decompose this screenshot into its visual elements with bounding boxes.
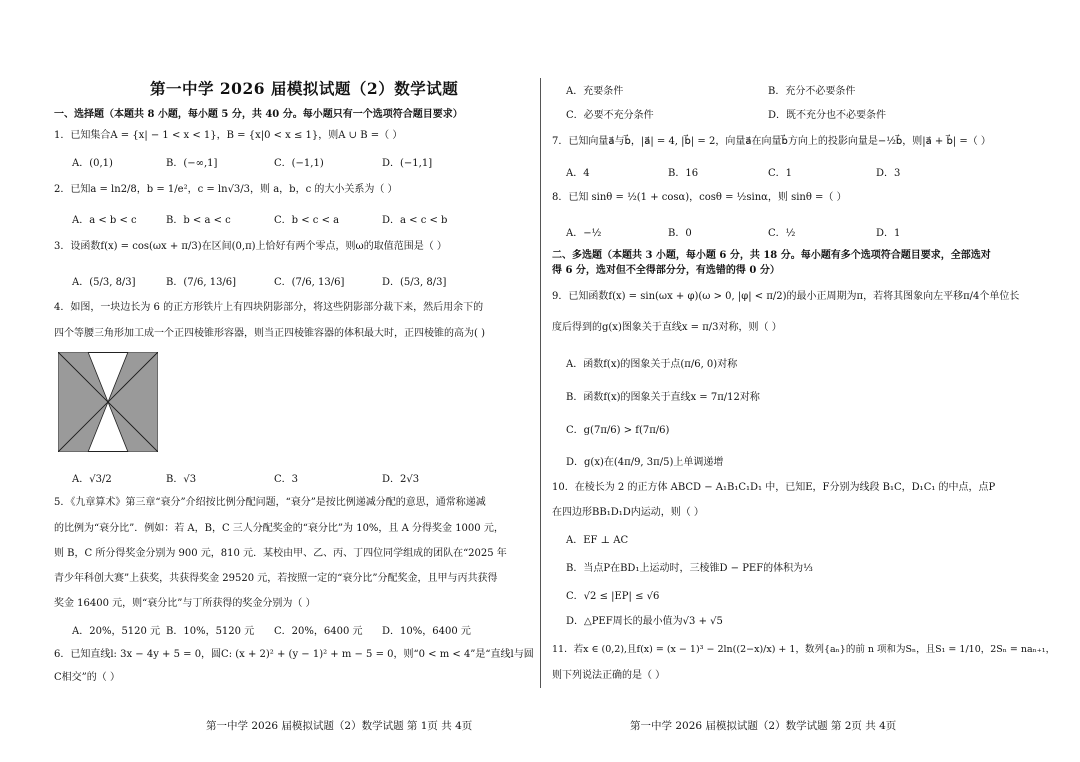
section-2-heading-line-1: 二、多选题（本题共 3 小题，每小题 6 分，共 18 分。每小题有多个选项符合题目要求，全部选对 [552,250,991,261]
q3-stem: 3．设函数f(x) = cos(ωx + π/3)在区间(0,π)上恰好有两个零点，则ω的取值范围是（ ） [54,241,447,252]
q5-option-a: A．20%，5120 元 [72,626,161,637]
q8-option-d: D．1 [876,228,901,239]
q3-option-b: B．(7/6, 13/6] [166,277,237,288]
q2-option-c: C．b < c < a [274,215,340,226]
q10-line-1: 10．在棱长为 2 的正方体 ABCD − A₁B₁C₁D₁ 中，已知E，F分别为线段 B₁C，D₁C₁ 的中点，点P [552,482,996,493]
q7-option-d: D．3 [876,168,901,179]
footer-left: 第一中学 2026 届模拟试题（2）数学试题 第 1页 共 4页 [206,720,473,732]
q9-option-a: A．函数f(x)的图象关于点(π/6, 0)对称 [566,359,738,370]
q10-option-b: B．当点P在BD₁上运动时，三棱锥D − PEF的体积为⅓ [566,563,813,574]
q2-stem: 2．已知a = ln2/8，b = 1/e²，c = ln√3/3，则 a，b，c 的大小关系为（ ） [54,184,398,195]
q5-line-1: 5．《九章算术》第三章“衰分”介绍按比例分配问题，“衰分”是按比例递减分配的意思，通常称递减 [54,497,486,508]
q6-option-a: A．充要条件 [566,86,624,97]
q4-square-figure [58,352,158,452]
q1-option-a: A．(0,1) [72,158,113,169]
q5-line-5: 奖金 16400 元，则“衰分比”与丁所获得的奖金分别为（ ） [54,598,316,609]
q5-line-3: 则 B，C 所分得奖金分别为 900 元，810 元．某校由甲、乙、丙、丁四位同学组成的团队在“2025 年 [54,548,507,559]
q8-option-a: A．−½ [566,228,602,239]
q7-option-a: A．4 [566,168,590,179]
q5-option-b: B．10%，5120 元 [166,626,255,637]
q6-option-d: D．既不充分也不必要条件 [768,110,887,121]
q7-option-c: C．1 [768,168,793,179]
q6-line-1: 6．已知直线l: 3x − 4y + 5 = 0，圆C: (x + 2)² + (y − 1)² + m − 5 = 0，则“0 < m < 4”是“直线l与圆 [54,649,534,660]
footer-right: 第一中学 2026 届模拟试题（2）数学试题 第 2页 共 4页 [630,720,897,732]
q5-option-c: C．20%，6400 元 [274,626,363,637]
q9-option-d: D．g(x)在(4π/9, 3π/5)上单调递增 [566,457,724,468]
q10-option-a: A．EF ⊥ AC [566,535,629,546]
exam-title: 第一中学 2026 届模拟试题（2）数学试题 [150,79,459,98]
section-1-heading: 一、选择题（本题共 8 小题，每小题 5 分，共 40 分。每小题只有一个选项符合题目要求） [54,109,463,120]
q1-option-c: C．(−1,1) [274,158,324,169]
section-2-heading-line-2: 得 6 分，选对但不全得部分分，有选错的得 0 分） [552,265,780,276]
q5-line-4: 青少年科创大赛”上获奖，共获得奖金 29520 元，若按照一定的“衰分比”分配奖金，且甲与丙共获得 [54,573,498,584]
q3-option-d: D．(5/3, 8/3] [382,277,447,288]
q2-option-b: B．b < a < c [166,215,231,226]
q6-option-b: B．充分不必要条件 [768,86,856,97]
q3-option-c: C．(7/6, 13/6] [274,277,345,288]
q7-stem: 7．已知向量a⃗与b⃗，|a⃗| = 4, |b⃗| = 2，向量a⃗在向量b⃗方向上的投影向量是−½b⃗，则|a⃗ + b⃗| =（ ） [552,136,991,147]
q4-option-d: D．2√3 [382,474,420,485]
q11-line-1: 11．若x ∈ (0,2),且f(x) = (x − 1)³ − 2ln((2−x)/x) + 1，数列{aₙ}的前 n 项和为Sₙ，且S₁ = 1/10，2Sₙ = naₙ₊₁， [552,644,1056,655]
q8-stem: 8．已知 sinθ = ½(1 + cosα)，cosθ = ½sinα，则 sinθ =（ ） [552,192,847,203]
q10-line-2: 在四边形BB₁D₁D内运动，则（ ） [552,507,704,518]
q9-option-c: C．g(7π/6) > f(7π/6) [566,425,670,436]
q9-line-1: 9．已知函数f(x) = sin(ωx + φ)(ω > 0, |φ| < π/2)的最小正周期为π，若将其图象向左平移π/4个单位长 [552,291,1020,302]
q1-option-d: D．(−1,1] [382,158,433,169]
q8-option-c: C．½ [768,228,796,239]
q7-option-b: B．16 [668,168,699,179]
q6-line-2: C相交”的（ ） [54,672,120,683]
q4-option-b: B．√3 [166,474,197,485]
q4-option-c: C．3 [274,474,299,485]
q9-line-2: 度后得到的g(x)图象关于直线x = π/3对称，则（ ） [552,322,782,333]
q4-line-1: 4．如图，一块边长为 6 的正方形铁片上有四块阴影部分，将这些阴影部分裁下来，然后用余下的 [54,302,484,313]
q2-option-a: A．a < b < c [72,215,137,226]
q5-line-2: 的比例为“衰分比”．例如：若 A，B，C 三人分配奖金的“衰分比”为 10%，且 A 分得奖金 1000 元， [54,523,504,534]
q3-option-a: A．(5/3, 8/3] [72,277,136,288]
q1-option-b: B．(−∞,1] [166,158,218,169]
q9-option-b: B．函数f(x)的图象关于直线x = 7π/12对称 [566,392,760,403]
column-divider [540,78,541,688]
q4-line-2: 四个等腰三角形加工成一个正四棱锥形容器，则当正四棱锥容器的体积最大时，正四棱锥的高为( ) [54,328,485,339]
q8-option-b: B．0 [668,228,692,239]
q10-option-c: C．√2 ≤ |EP| ≤ √6 [566,591,660,602]
q6-option-c: C．必要不充分条件 [566,110,654,121]
q10-option-d: D．△PEF周长的最小值为√3 + √5 [566,616,723,627]
q11-line-2: 则下列说法正确的是（ ） [552,670,666,681]
q4-option-a: A．√3/2 [72,474,112,485]
q1-stem: 1．已知集合A = {x| − 1 < x < 1}，B = {x|0 < x ≤ 1}，则A ∪ B =（ ） [54,130,403,141]
q5-option-d: D．10%，6400 元 [382,626,471,637]
q2-option-d: D．a < c < b [382,215,448,226]
